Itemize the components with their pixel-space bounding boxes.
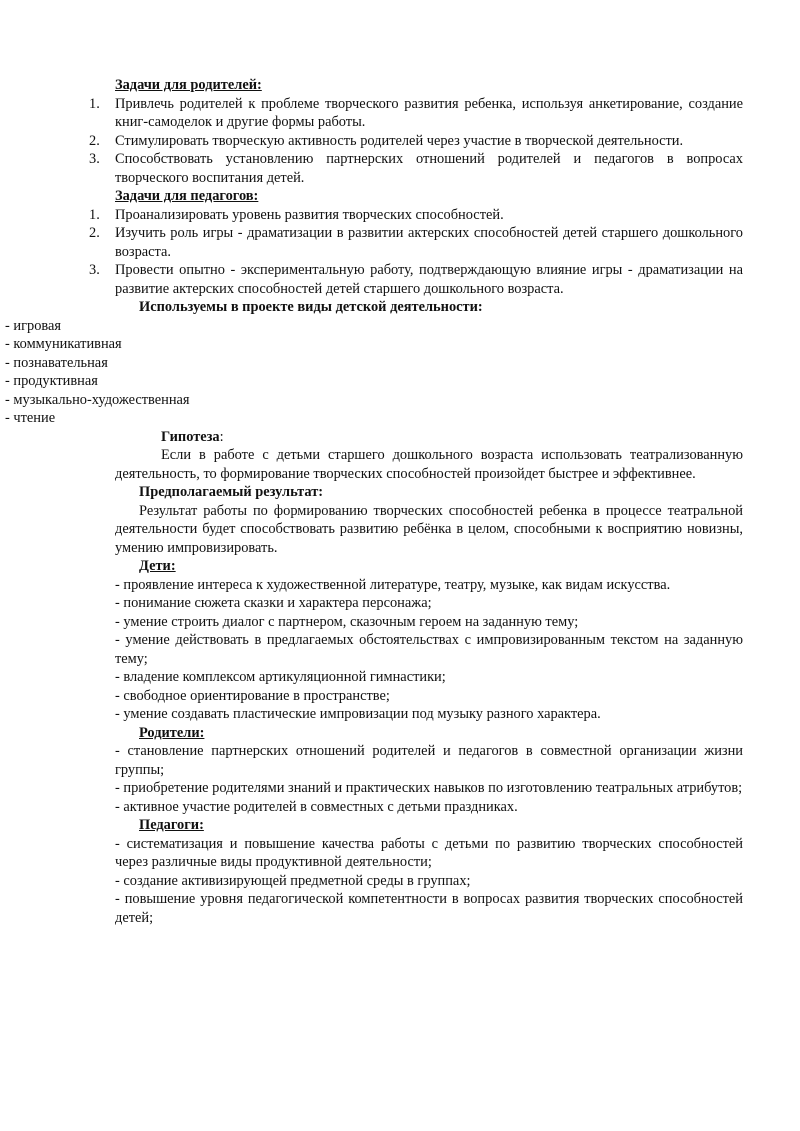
list-item: - игровая [5,317,61,334]
list-item: - повышение уровня педагогической компетентности в вопросах развития творческих способностей детей; [115,891,743,926]
activities-list [5,317,633,428]
list-item: 1. Привлечь родителей к проблеме творческого развития ребенка, используя анкетирование, создание книг-самоделок и другие формы работы. [89,95,743,130]
list-item: - коммуникативная [5,336,122,352]
list-item: 2. Изучить роль игры - драматизации в развитии актерских способностей детей старшего дошкольного возраста. [89,225,743,260]
list-item: - продуктивная [5,373,98,389]
parents-heading: Родители: [139,724,205,741]
list-item: 3. Провести опытно - экспериментальную работу, подтверждающую влияние игры - драматизации на развитие актерских способностей детей старшего дошкольного возраста. [89,262,743,297]
list-item: - познавательная [5,354,108,371]
list-item: - приобретение родителями знаний и практических навыков по изготовлению театральных атрибутов; [115,780,743,796]
list-item: - владение комплексом артикуляционной гимнастики; [115,669,446,685]
list-item: - умение создавать пластические импровизации под музыку разного характера. [115,706,601,722]
list-item: - становление партнерских отношений родителей и педагогов в совместной организации жизни группы; [115,743,743,778]
parents-tasks-heading: Задачи для родителей: [115,77,262,93]
document-page [5,76,743,927]
list-item: 3. Способствовать установлению партнерских отношений родителей и педагогов в вопросах творческого воспитания детей. [89,151,743,186]
children-list [115,576,743,724]
hypothesis-heading: Гипотеза [161,428,220,445]
teachers-heading: Педагоги: [139,817,204,833]
list-item: 2. Стимулировать творческую активность родителей через участие в творческой деятельности. [89,132,684,149]
children-heading: Дети: [139,558,176,574]
expected-heading: Предполагаемый результат: [139,484,324,500]
list-item: - активное участие родителей в совместных с детьми праздниках. [115,798,518,815]
list-item: - понимание сюжета сказки и характера персонажа; [115,595,432,611]
list-item: 1. Проанализировать уровень развития творческих способностей. [89,206,504,223]
list-item: - свободное ориентирование в пространстве; [115,687,390,704]
parents-list [115,742,743,816]
expected-text: Результат работы по формированию творческих способностей ребенка в процессе театральной деятельности будет способствовать развитию ребёнка в целом, способными к восприятию новизны, умению импровизировать. [115,502,743,556]
teachers-list [115,835,743,928]
list-item: - музыкально-художественная [5,391,190,408]
activities-heading: Используемы в проекте виды детской деятельности: [139,299,483,315]
list-item: - умение действовать в предлагаемых обстоятельствах с импровизированным текстом на заданную тему; [115,632,743,667]
teachers-tasks-list [89,206,743,299]
hypothesis-text: Если в работе с детьми старшего дошкольного возраста использовать театрализованную деятельность, то формирование творческих способностей произойдет быстрее и эффективнее. [115,447,743,482]
hypothesis-heading-line: Гипотеза: [161,428,224,445]
list-item: - проявление интереса к художественной литературе, театру, музыке, как видам искусства. [115,576,671,593]
list-item: - умение строить диалог с партнером, сказочным героем на заданную тему; [115,613,579,630]
list-item: - чтение [5,410,56,426]
parents-tasks-list [89,95,743,188]
teachers-tasks-heading: Задачи для педагогов: [115,188,259,204]
list-item: - создание активизирующей предметной среды в группах; [115,872,471,889]
list-item: - систематизация и повышение качества работы с детьми по развитию творческих способностей через различные виды продуктивной деятельности; [115,835,743,870]
